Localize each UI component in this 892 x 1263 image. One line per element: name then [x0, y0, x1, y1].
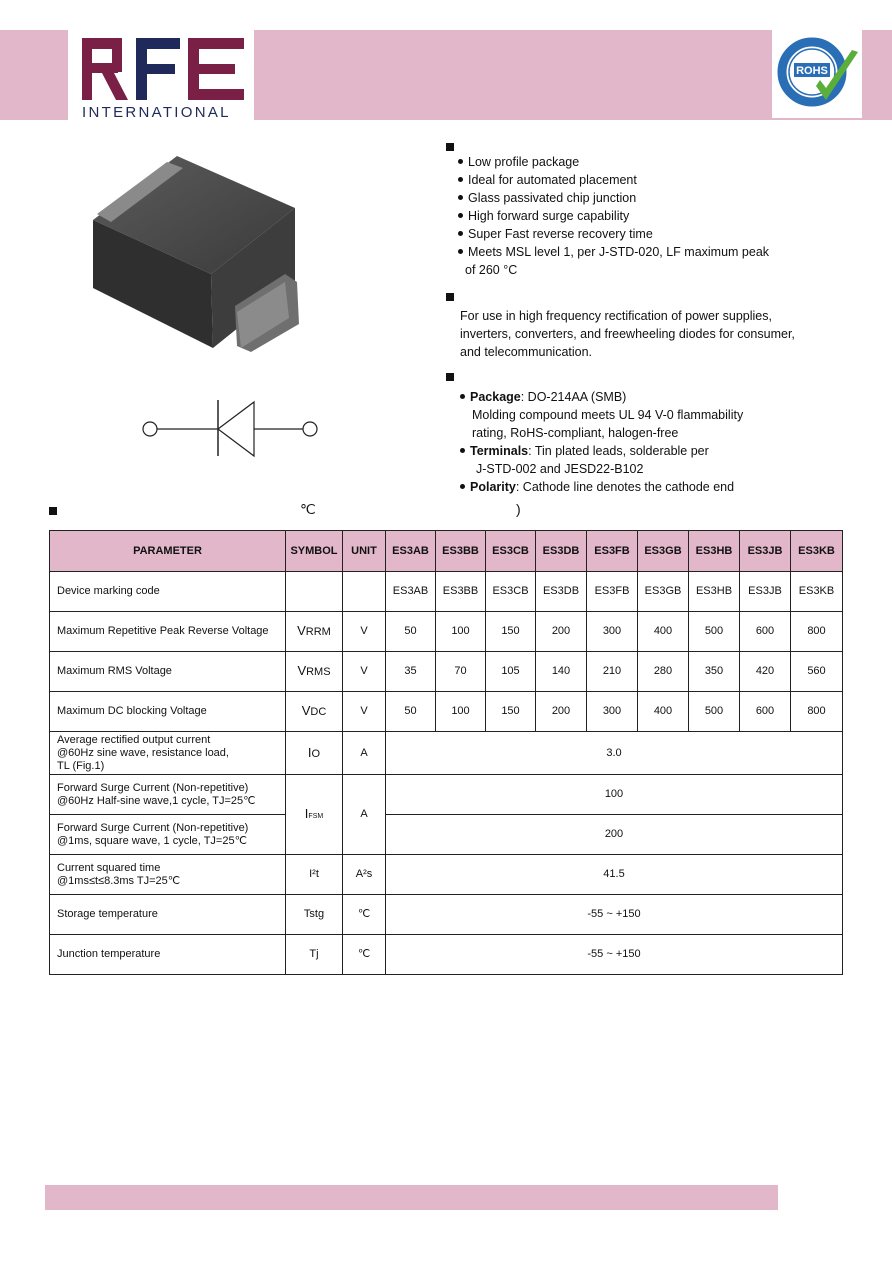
table-row: Maximum RMS Voltage VRMS V 35 70 105 140 210 280 350 420 560 [50, 652, 843, 692]
table-row: Junction temperature Tj ℃ -55 ~ +150 [50, 935, 843, 975]
section-square-icon [49, 507, 57, 515]
bullet-icon [458, 231, 463, 236]
col-header: ES3KB [791, 531, 843, 572]
features-heading [446, 138, 454, 156]
mechanical-data: Package: DO-214AA (SMB) Molding compound meets UL 94 V-0 flammability rating, RoHS-compliant, halogen-free Terminals: Tin plated leads, solderable per J-STD-002 and JESD22-B102 Polarity: Cathode line denotes the cathode end [460, 388, 743, 496]
section-square-icon [446, 373, 454, 381]
ratings-degree: ℃ [300, 501, 316, 517]
section-square-icon [446, 143, 454, 151]
bullet-icon [458, 177, 463, 182]
table-row: Forward Surge Current (Non-repetitive) @1ms, square wave, 1 cycle, TJ=25℃ 200 [50, 815, 843, 855]
mechanical-heading [446, 368, 454, 386]
col-header: ES3AB [386, 531, 436, 572]
bullet-icon [460, 394, 465, 399]
ratings-table [49, 530, 843, 975]
table-row: Current squared time @1ms≤t≤8.3ms TJ=25℃ I²t A²s 41.5 [50, 855, 843, 895]
smb-package-image [85, 148, 310, 358]
ratings-close: ) [516, 501, 521, 517]
terminals-line: Terminals: Tin plated leads, solderable per [460, 442, 743, 460]
col-header: ES3FB [587, 531, 638, 572]
col-header: ES3CB [486, 531, 536, 572]
col-header: ES3HB [689, 531, 740, 572]
table-row: Maximum DC blocking Voltage VDC V 50 100 150 200 300 400 500 600 800 [50, 692, 843, 732]
features-list [458, 153, 769, 279]
col-header: PARAMETER [50, 531, 286, 572]
application-heading [446, 288, 454, 306]
col-header: ES3DB [536, 531, 587, 572]
col-header: ES3JB [740, 531, 791, 572]
rohs-label: ROHS [796, 65, 828, 77]
company-logo [68, 28, 254, 122]
table-header-row [50, 531, 843, 572]
list-item: Super Fast reverse recovery time [458, 225, 769, 243]
section-square-icon [446, 293, 454, 301]
bullet-icon [460, 448, 465, 453]
package-line: Package: DO-214AA (SMB) [460, 388, 743, 406]
table-row: Forward Surge Current (Non-repetitive) @60Hz Half-sine wave,1 cycle, TJ=25℃ IFSM A 100 [50, 775, 843, 815]
list-item: Low profile package [458, 153, 769, 171]
table-row: Average rectified output current @60Hz sine wave, resistance load, TL (Fig.1) IO A 3.0 [50, 732, 843, 775]
list-item: Meets MSL level 1, per J-STD-020, LF maximum peak [458, 243, 769, 261]
col-header: ES3GB [638, 531, 689, 572]
bullet-icon [458, 213, 463, 218]
col-header: UNIT [343, 531, 386, 572]
table-row: Maximum Repetitive Peak Reverse Voltage VRRM V 50 100 150 200 300 400 500 600 800 [50, 612, 843, 652]
footer-band [45, 1185, 778, 1210]
application-text: For use in high frequency rectification of power supplies, inverters, converters, and freewheeling diodes for consumer, and telecommunication. [460, 309, 795, 359]
col-header: SYMBOL [286, 531, 343, 572]
bullet-icon [458, 195, 463, 200]
bullet-icon [458, 159, 463, 164]
polarity-line: Polarity: Cathode line denotes the cathode end [460, 478, 743, 496]
list-item: Ideal for automated placement [458, 171, 769, 189]
list-item: Glass passivated chip junction [458, 189, 769, 207]
bullet-icon [460, 484, 465, 489]
diode-symbol-icon [140, 398, 322, 458]
ratings-heading [49, 502, 57, 520]
col-header: ES3BB [436, 531, 486, 572]
logo-subtitle: INTERNATIONAL [82, 104, 231, 121]
table-row: Device marking code ES3AB ES3BB ES3CB ES3DB ES3FB ES3GB ES3HB ES3JB ES3KB [50, 572, 843, 612]
bullet-icon [458, 249, 463, 254]
rohs-badge [772, 30, 862, 118]
table-row: Storage temperature Tstg ℃ -55 ~ +150 [50, 895, 843, 935]
rfe-logo-graphic [68, 28, 254, 122]
list-item: High forward surge capability [458, 207, 769, 225]
list-item: of 260 °C [465, 263, 518, 277]
